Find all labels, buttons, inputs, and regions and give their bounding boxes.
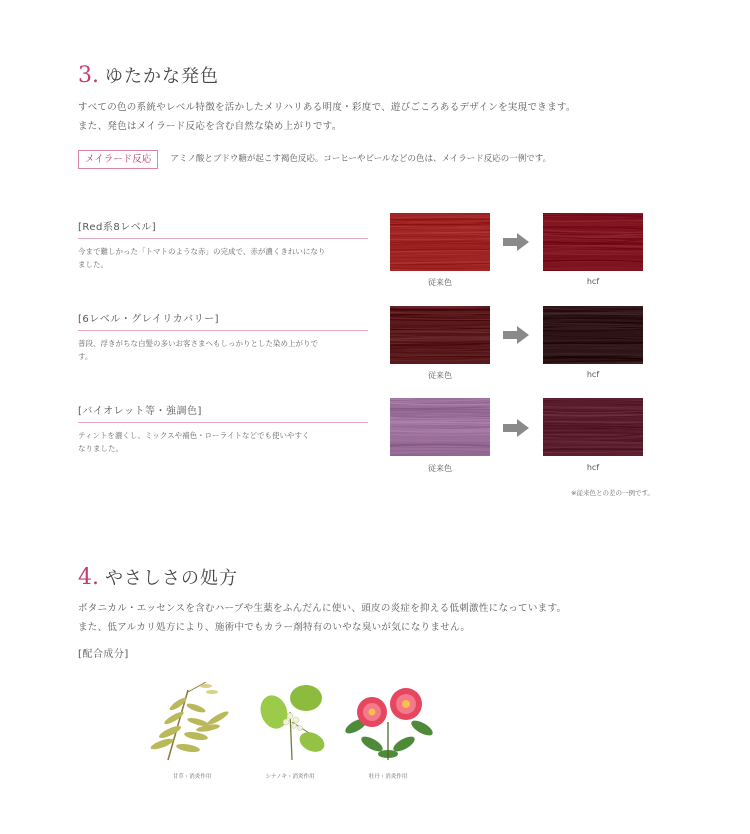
row-3-after-swatch (543, 398, 643, 456)
maillard-tag: メイラード反応 (78, 150, 158, 169)
section3-number: 3. (78, 63, 99, 88)
peony-flower-icon (342, 682, 434, 766)
maillard-description: アミノ酸とブドウ糖が起こす褐色反応。コーヒーやビールなどの色は、メイラード反応の一例です。 (170, 154, 552, 164)
arrow-right-icon (503, 419, 529, 441)
section4-line-2: また、低アルカリ処方により、施術中でもカラー剤特有のいやな臭いが気になりません。 (78, 622, 471, 633)
comparison-row-1-text (78, 218, 368, 271)
section4-title: やさしさの処方 (105, 568, 238, 589)
row-2-before-swatch (390, 306, 490, 364)
section4-heading (78, 564, 238, 590)
row-2-after-label: hcf (586, 370, 600, 379)
row-1-after-swatch (543, 213, 643, 271)
row-3-desc-line-1: ティントを濃くし、ミックスや補色・ローライトなどでも使いやすく (78, 431, 310, 440)
section3-heading (78, 62, 219, 88)
row-2-after-swatch (543, 306, 643, 364)
row-3-desc-line-2: なりました。 (78, 444, 123, 453)
linden-plant-icon (250, 682, 330, 766)
arrow-right-icon (503, 326, 529, 348)
row-2-before-label: 従来色 (428, 371, 452, 380)
section4-intro (78, 599, 698, 637)
section3-line-2: また、発色はメイラード反応を含む自然な染め上がりです。 (78, 121, 342, 132)
section4-line-1: ボタニカル・エッセンスを含むハーブや生薬をふんだんに使い、頭皮の炎症を抑える低刺激性になっています。 (78, 603, 567, 614)
section3-intro (78, 98, 678, 136)
row-1-divider (78, 238, 368, 239)
row-1-after-label: hcf (586, 277, 600, 286)
maillard-note (78, 150, 551, 169)
row-1-desc-line-2: ました。 (78, 260, 108, 269)
section3-title: ゆたかな発色 (105, 66, 219, 87)
row-3-after-label: hcf (586, 463, 600, 472)
row-3-title: [バイオレット等・強調色] (78, 406, 202, 417)
row-2-title: [6レベル・グレイリカバリー] (78, 314, 220, 325)
row-3-before-swatch (390, 398, 490, 456)
ingredient-3-label: 牡丹・消炎作用 (368, 774, 408, 780)
comparison-row-3-text (78, 402, 368, 455)
row-1-description (78, 245, 368, 271)
comparison-row-2-text (78, 310, 368, 363)
ingredient-2-label: シナノキ・消炎作用 (265, 774, 315, 780)
arrow-right-icon (503, 233, 529, 255)
row-1-before-label: 従来色 (428, 278, 452, 287)
row-3-divider (78, 422, 368, 423)
row-2-divider (78, 330, 368, 331)
row-3-description (78, 429, 368, 455)
section3-line-1: すべての色の系統やレベル特徴を活かしたメリハリある明度・彩度で、遊びごころあるデザインを実現できます。 (78, 102, 576, 113)
ingredients-heading: [配合成分] (78, 649, 129, 660)
comparison-footnote: ※従来色との差の一例です。 (571, 489, 654, 497)
row-1-before-swatch (390, 213, 490, 271)
row-1-title: [Red系8レベル] (78, 222, 157, 233)
row-3-before-label: 従来色 (428, 464, 452, 473)
row-2-desc-line-2: す。 (78, 352, 93, 361)
row-2-desc-line-1: 普段、浮きがちな白髪の多いお客さまへもしっかりとした染め上がりで (78, 339, 318, 348)
section4-number: 4. (78, 565, 99, 590)
row-2-description (78, 337, 368, 363)
ingredient-1-label: 甘草・消炎作用 (172, 774, 212, 780)
row-1-desc-line-1: 今まで難しかった「トマトのような赤」の完成で、赤が濃くきれいになり (78, 247, 326, 256)
licorice-plant-icon (148, 682, 236, 766)
